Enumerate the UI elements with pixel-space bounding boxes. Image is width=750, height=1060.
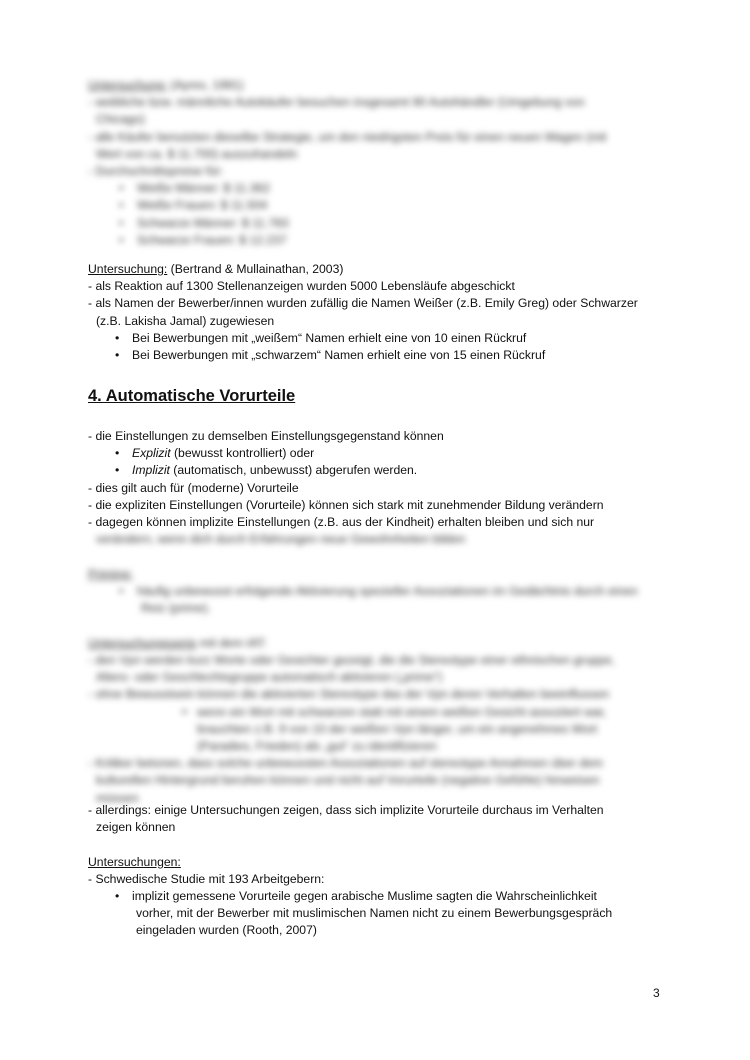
- study-series-heading: [88, 635, 658, 652]
- text-line: - Schwedische Studie mit 193 Arbeitgebern:: [88, 871, 325, 886]
- text-line: - weibliche bzw. männliche Autokäufer besuchen insgesamt 90 Autohändler (Umgebung von: [88, 95, 585, 110]
- list-item: • Weiße Frauen: $ 11.504: [88, 197, 658, 214]
- priming-heading: Priming:: [88, 567, 133, 581]
- text-line: - ohne Bewusstsein können die aktivierten Stereotype das der Vpn deren Verhalten beeinflussen: [88, 687, 610, 702]
- text-line: - die Einstellungen zu demselben Einstellungsgegenstand können: [88, 429, 444, 443]
- text-line: Chicago): [96, 112, 145, 127]
- list-item-text: häufig unbewusst erfolgende Aktivierung spezieller Assoziationen im Gedächtnis durch einen: [137, 584, 638, 599]
- text-line: - dies gilt auch für (moderne) Vorurteile: [88, 480, 299, 495]
- text-line: brauchten z.B. 9 von 10 der weißen Vpn länger, um ein angenehmes Wort: [197, 721, 598, 736]
- list-item: • Schwarze Frauen: $ 12.237: [88, 232, 658, 249]
- text-line: (Paradies, Frieden) als „gut“ zu identifizieren: [197, 739, 437, 754]
- text-line: müssen: [96, 790, 139, 805]
- text-line: - Kritiker betonen, dass solche unbewussten Assoziationen auf stereotype Annahmen über dem: [88, 756, 603, 771]
- price-list: [88, 180, 658, 249]
- text-line: - Durchschnittspreise für:: [88, 164, 224, 179]
- list-item: [88, 888, 658, 940]
- tail-block: [88, 802, 658, 940]
- list-item-text: eingeladen wurden (Rooth, 2007): [136, 923, 317, 938]
- study-heading-label: Untersuchung:: [88, 262, 168, 276]
- blurred-text-line: verändern, wenn dich durch Erfahrungen neue Gewohnheiten bilden: [96, 532, 466, 547]
- study-heading: [88, 77, 658, 94]
- blurred-study-ayres: [88, 77, 658, 249]
- studies-list: [88, 888, 658, 940]
- text-line: - allerdings: einige Untersuchungen zeigen, dass sich implizite Vorurteile durchaus im Verhalten: [88, 803, 604, 817]
- study-heading: [88, 261, 658, 278]
- study-heading-ref: mit dem IAT:: [196, 635, 267, 650]
- text-line: - dagegen können implizite Einstellungen (z.B. aus der Kindheit) erhalten bleiben und sich nur: [88, 515, 595, 530]
- list-item-text: (bewusst kontrolliert) oder: [170, 446, 315, 461]
- list-item: [88, 583, 658, 617]
- list-item-text: Reiz (prime).: [141, 601, 211, 616]
- text-line: zeigen können: [96, 820, 176, 835]
- text-line: (z.B. Lakisha Jamal) zugewiesen: [96, 313, 275, 328]
- list-item: • Weiße Männer: $ 11.362: [88, 180, 658, 197]
- study-bertrand: [88, 261, 658, 364]
- list-item: • Bei Bewerbungen mit „weißem“ Namen erhielt eine von 10 einen Rückruf: [88, 330, 658, 347]
- blurred-priming-block: [88, 566, 658, 807]
- studies-heading: Untersuchungen:: [88, 854, 181, 869]
- page-number: 3: [653, 986, 660, 1000]
- result-list: [88, 330, 658, 364]
- list-item-text: (automatisch, unbewusst) abgerufen werden.: [169, 463, 418, 478]
- study-heading-label: Untersuchungsserie: [88, 635, 197, 650]
- priming-list: [88, 583, 658, 617]
- text-line: - als Reaktion auf 1300 Stellenanzeigen wurden 5000 Lebensläufe abgeschickt: [88, 279, 515, 294]
- list-item-text: vorher, mit der Bewerber mit muslimischen Namen nicht zu einem Bewerbungsgespräch: [136, 906, 613, 921]
- list-item-text: implizit gemessene Vorurteile gegen arabische Muslime sagten die Wahrscheinlichkeit: [132, 889, 597, 903]
- text-line: - als Namen der Bewerber/innen wurden zufällig die Namen Weißer (z.B. Emily Greg) oder Schwarzer: [88, 296, 638, 311]
- section-title: 4. Automatische Vorurteile: [88, 387, 296, 405]
- text-line: kulturellen Hintergrund beruhen können und nicht auf Vorurteile (negative Gefühle) hinweisen: [96, 773, 600, 788]
- text-line: - den Vpn werden kurz Worte oder Gesichter gezeigt, die die Stereotype einer ethnischen gruppe,: [88, 653, 615, 667]
- emphasis: Explizit: [132, 446, 171, 461]
- text-line: - alle Käufer benutzten dieselbe Strategie, um den niedrigsten Preis für einen neuen Wagen (mit: [88, 129, 607, 144]
- section-body: [88, 428, 658, 548]
- list-item: [88, 445, 658, 462]
- arrow-item: ➢ wenn ein Wort mit schwarzen statt mit einem weißen Gesicht assoziiert war,: [88, 704, 658, 721]
- text-line: - die expliziten Einstellungen (Vorurteile) können sich stark mit zunehmender Bildung verändern: [88, 497, 604, 512]
- list-item: [88, 462, 658, 479]
- study-heading-ref: (Ayres, 1991): [167, 78, 244, 92]
- list-item: • Schwarze Männer: $ 11.783: [88, 215, 658, 232]
- text-line: Wert von ca. $ 11.700) auszuhandeln: [96, 146, 298, 161]
- section-heading-block: [88, 386, 658, 406]
- text-line: Alters- oder Geschlechtsgruppe automatisch aktivieren („prime“): [96, 670, 443, 685]
- study-heading-ref: (Bertrand & Mullainathan, 2003): [167, 262, 344, 276]
- study-heading-label: Untersuchung:: [88, 78, 168, 92]
- attitude-list: [88, 445, 658, 479]
- emphasis: Implizit: [132, 463, 170, 478]
- list-item: • Bei Bewerbungen mit „schwarzem“ Namen erhielt eine von 15 einen Rückruf: [88, 347, 658, 364]
